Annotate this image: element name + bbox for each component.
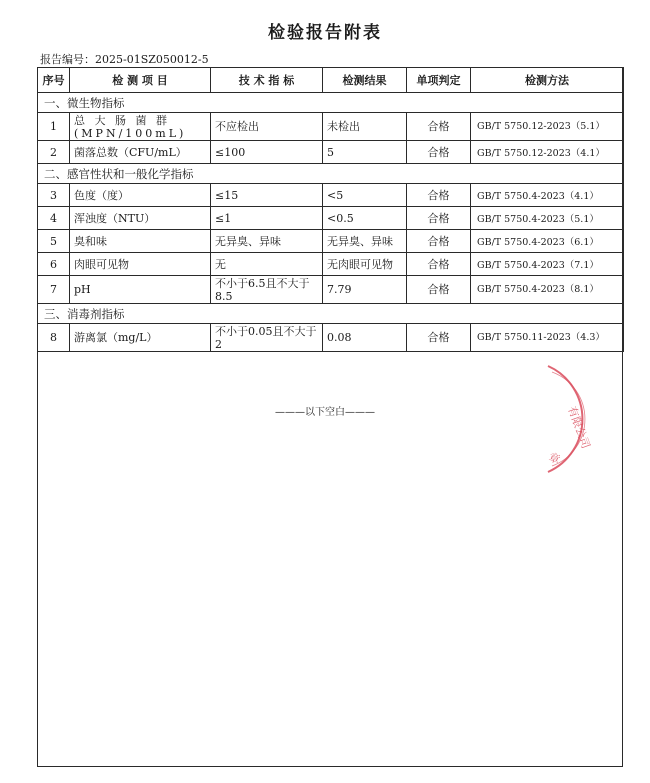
section-title-microbial: 一、微生物指标: [38, 93, 624, 113]
header-spec: 技 术 指 标: [211, 68, 323, 93]
cell-method: GB/T 5750.12-2023（5.1）: [471, 113, 624, 141]
cell-result: 5: [323, 141, 407, 164]
cell-spec: ≤15: [211, 184, 323, 207]
cell-item: 肉眼可见物: [70, 253, 211, 276]
cell-seq: 3: [38, 184, 70, 207]
cell-item: 色度（度）: [70, 184, 211, 207]
cell-method: GB/T 5750.4-2023（8.1）: [471, 276, 624, 304]
table-row: [38, 253, 624, 276]
section-title-sensory: 二、感官性状和一般化学指标: [38, 164, 624, 184]
cell-seq: 8: [38, 324, 70, 352]
table-row: [38, 207, 624, 230]
cell-result: 7.79: [323, 276, 407, 304]
cell-item: 菌落总数（CFU/mL）: [70, 141, 211, 164]
table-row: [38, 324, 624, 352]
cell-spec: 不应检出: [211, 113, 323, 141]
section-row: [38, 304, 624, 324]
end-of-table-note: ———以下空白———: [275, 407, 375, 418]
cell-judge: 合格: [407, 253, 471, 276]
cell-judge: 合格: [407, 113, 471, 141]
cell-result: 0.08: [323, 324, 407, 352]
cell-seq: 7: [38, 276, 70, 304]
cell-seq: 4: [38, 207, 70, 230]
table-header-row: [38, 68, 624, 93]
cell-method: GB/T 5750.12-2023（4.1）: [471, 141, 624, 164]
cell-method: GB/T 5750.4-2023（5.1）: [471, 207, 624, 230]
cell-item: pH: [70, 276, 211, 304]
cell-item: 总 大 肠 菌 群 (MPN/100mL): [70, 113, 211, 141]
cell-judge: 合格: [407, 141, 471, 164]
cell-spec: 无: [211, 253, 323, 276]
cell-seq: 5: [38, 230, 70, 253]
cell-result: 无异臭、异味: [323, 230, 407, 253]
cell-spec: ≤100: [211, 141, 323, 164]
cell-spec: ≤1: [211, 207, 323, 230]
cell-spec: 无异臭、异味: [211, 230, 323, 253]
header-result: 检测结果: [323, 68, 407, 93]
cell-seq: 6: [38, 253, 70, 276]
report-title: 检验报告附表: [268, 23, 382, 43]
header-judge: 单项判定: [407, 68, 471, 93]
cell-judge: 合格: [407, 230, 471, 253]
cell-seq: 1: [38, 113, 70, 141]
cell-result: <0.5: [323, 207, 407, 230]
cell-judge: 合格: [407, 207, 471, 230]
cell-judge: 合格: [407, 276, 471, 304]
cell-item: 浑浊度（NTU）: [70, 207, 211, 230]
cell-method: GB/T 5750.4-2023（7.1）: [471, 253, 624, 276]
cell-result: <5: [323, 184, 407, 207]
cell-method: GB/T 5750.11-2023（4.3）: [471, 324, 624, 352]
table-row: [38, 141, 624, 164]
results-table: [37, 67, 624, 352]
section-title-disinfectant: 三、消毒剂指标: [38, 304, 624, 324]
cell-spec: 不小于6.5且不大于8.5: [211, 276, 323, 304]
cell-result: 无肉眼可见物: [323, 253, 407, 276]
cell-judge: 合格: [407, 324, 471, 352]
svg-text:有限公司: 有限公司: [565, 404, 593, 451]
svg-text:章: 章: [546, 450, 562, 467]
cell-method: GB/T 5750.4-2023（6.1）: [471, 230, 624, 253]
cell-spec: 不小于0.05且不大于2: [211, 324, 323, 352]
cell-result: 未检出: [323, 113, 407, 141]
report-number: 报告编号：2025-01SZ050012-5: [40, 53, 209, 66]
cell-item: 游离氯（mg/L）: [70, 324, 211, 352]
section-row: [38, 93, 624, 113]
cell-method: GB/T 5750.4-2023（4.1）: [471, 184, 624, 207]
table-row: [38, 113, 624, 141]
section-row: [38, 164, 624, 184]
cell-seq: 2: [38, 141, 70, 164]
header-item: 检 测 项 目: [70, 68, 211, 93]
cell-judge: 合格: [407, 184, 471, 207]
header-seq: 序号: [38, 68, 70, 93]
table-row: [38, 230, 624, 253]
cell-item: 臭和味: [70, 230, 211, 253]
table-row: [38, 276, 624, 304]
table-row: [38, 184, 624, 207]
header-method: 检测方法: [471, 68, 624, 93]
